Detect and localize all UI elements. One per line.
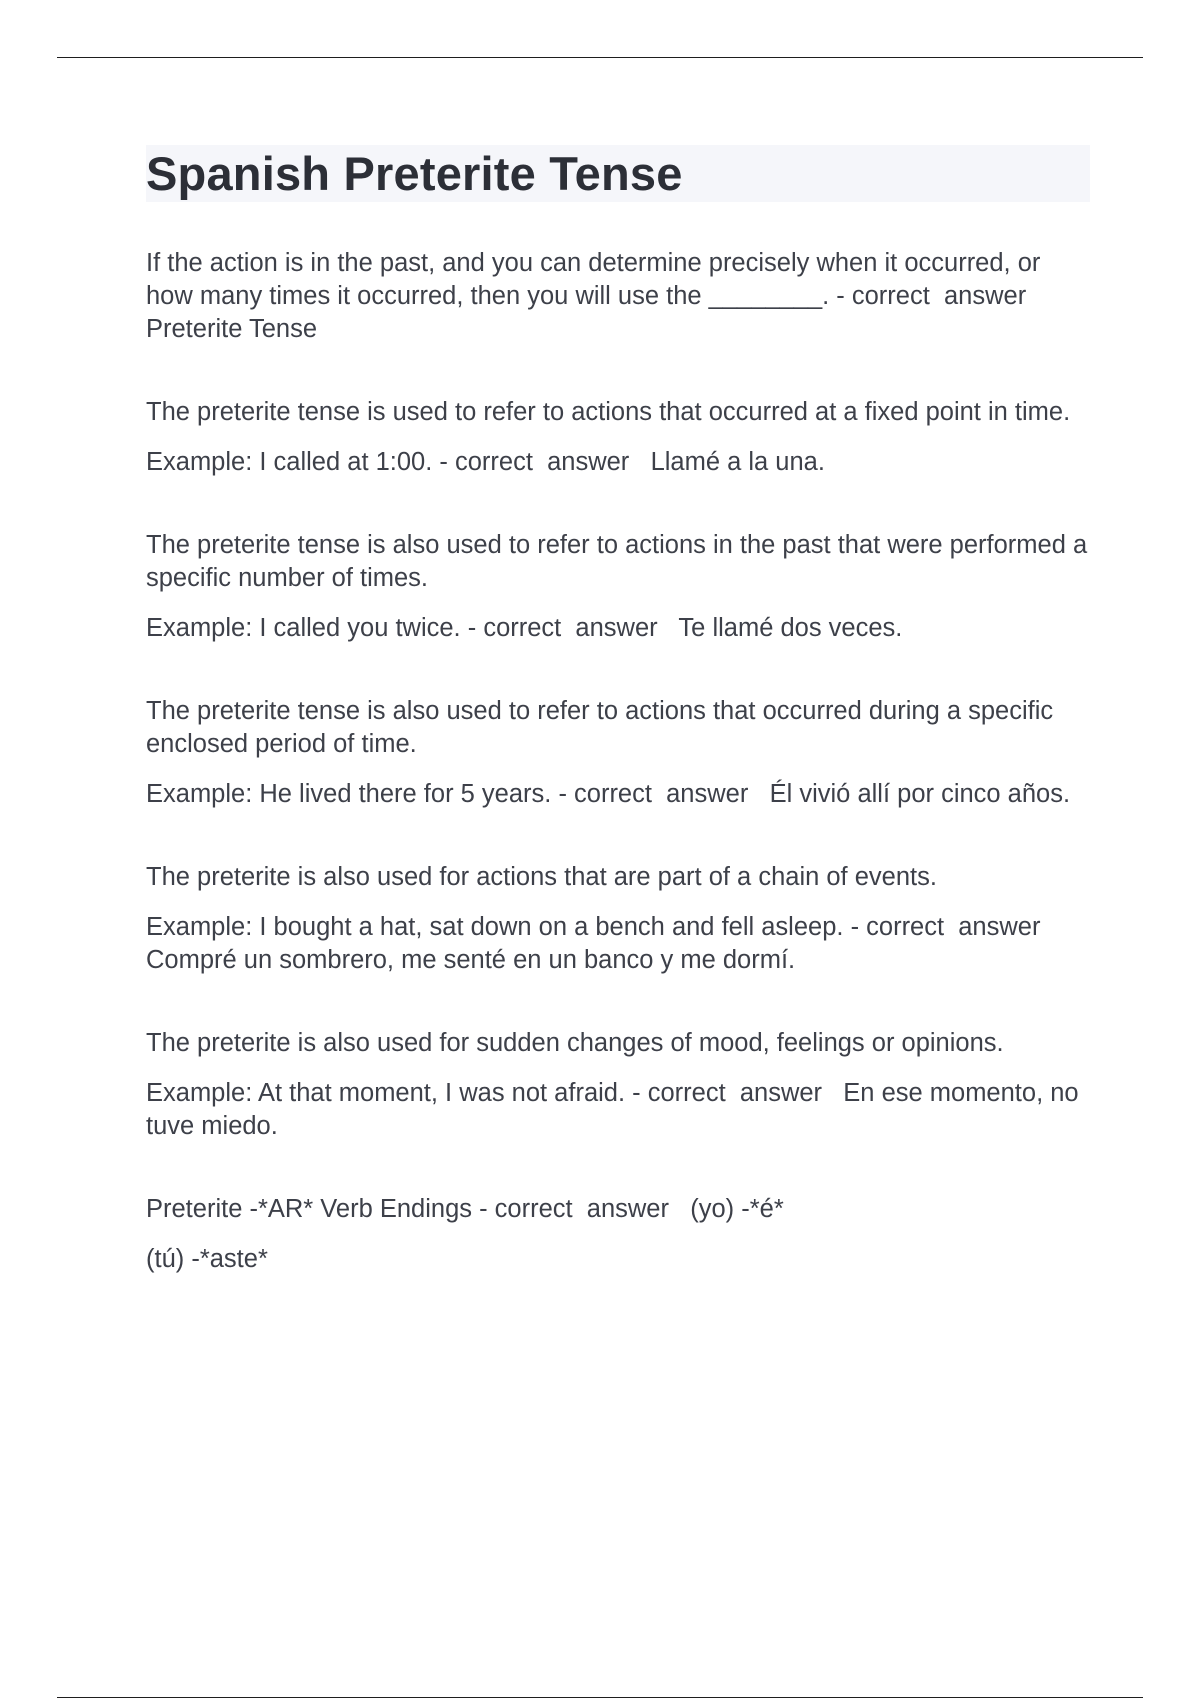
flashcard: [146, 247, 1090, 346]
answer-separator: - correct answer: [551, 780, 770, 808]
bottom-rule: [57, 1697, 1143, 1698]
flashcard: [146, 396, 1090, 479]
card-text: [146, 1193, 1090, 1226]
answer-separator: - correct answer: [472, 1195, 691, 1223]
page-title: Spanish Preterite Tense: [146, 147, 683, 200]
statement-text: The preterite tense is also used to refer to actions in the past that were performed a specific number of times.: [146, 531, 1088, 592]
statement-text: The preterite tense is also used to refer to actions that occurred during a specific enclosed period of time.: [146, 697, 1054, 758]
example-line: [146, 612, 1090, 645]
question-text: Example: He lived there for 5 years.: [146, 780, 552, 808]
title-bar: [146, 145, 1090, 202]
flashcard: [146, 1193, 1090, 1276]
answer-separator: - correct answer: [843, 913, 1062, 941]
answer-separator: - correct answer: [432, 448, 651, 476]
example-line: [146, 446, 1090, 479]
answer-separator: - correct answer: [460, 614, 679, 642]
answer-text: Él vivió allí por cinco años.: [769, 780, 1071, 808]
question-text: If the action is in the past, and you can determine precisely when it occurred, or how many times it occurred, then you will use the ________.: [146, 249, 1041, 310]
flashcard: [146, 1027, 1090, 1143]
flashcard: [146, 529, 1090, 645]
question-text: Example: I bought a hat, sat down on a bench and fell asleep.: [146, 913, 844, 941]
statement-text: The preterite is also used for actions that are part of a chain of events.: [146, 863, 937, 891]
document-body: [146, 145, 1090, 1326]
example-line: [146, 1077, 1090, 1143]
answer-separator: - correct answer: [625, 1079, 844, 1107]
answer-text: (yo) -*é*: [690, 1195, 784, 1223]
statement-text: The preterite is also used for sudden changes of mood, feelings or opinions.: [146, 1029, 1004, 1057]
answer-text: Llamé a la una.: [650, 448, 825, 476]
question-text: Example: At that moment, I was not afraid.: [146, 1079, 626, 1107]
answer-text: Preterite Tense: [146, 315, 318, 343]
question-text: Preterite -*AR* Verb Endings: [146, 1195, 472, 1223]
answer-text: Te llamé dos veces.: [678, 614, 903, 642]
flashcard: [146, 861, 1090, 977]
top-rule: [57, 57, 1143, 58]
example-line: [146, 911, 1090, 977]
answer-text: Compré un sombrero, me senté en un banco y me dormí.: [146, 946, 796, 974]
answer-text: En ese momento, no tuve miedo.: [146, 1079, 1079, 1140]
question-text: Example: I called at 1:00.: [146, 448, 433, 476]
answer-separator: - correct answer: [829, 282, 1048, 310]
example-line: [146, 778, 1090, 811]
card-text: [146, 247, 1090, 346]
flashcard: [146, 695, 1090, 811]
answer-continuation: (tú) -*aste*: [146, 1245, 268, 1273]
question-text: Example: I called you twice.: [146, 614, 461, 642]
statement-text: The preterite tense is used to refer to actions that occurred at a fixed point in time.: [146, 398, 1071, 426]
